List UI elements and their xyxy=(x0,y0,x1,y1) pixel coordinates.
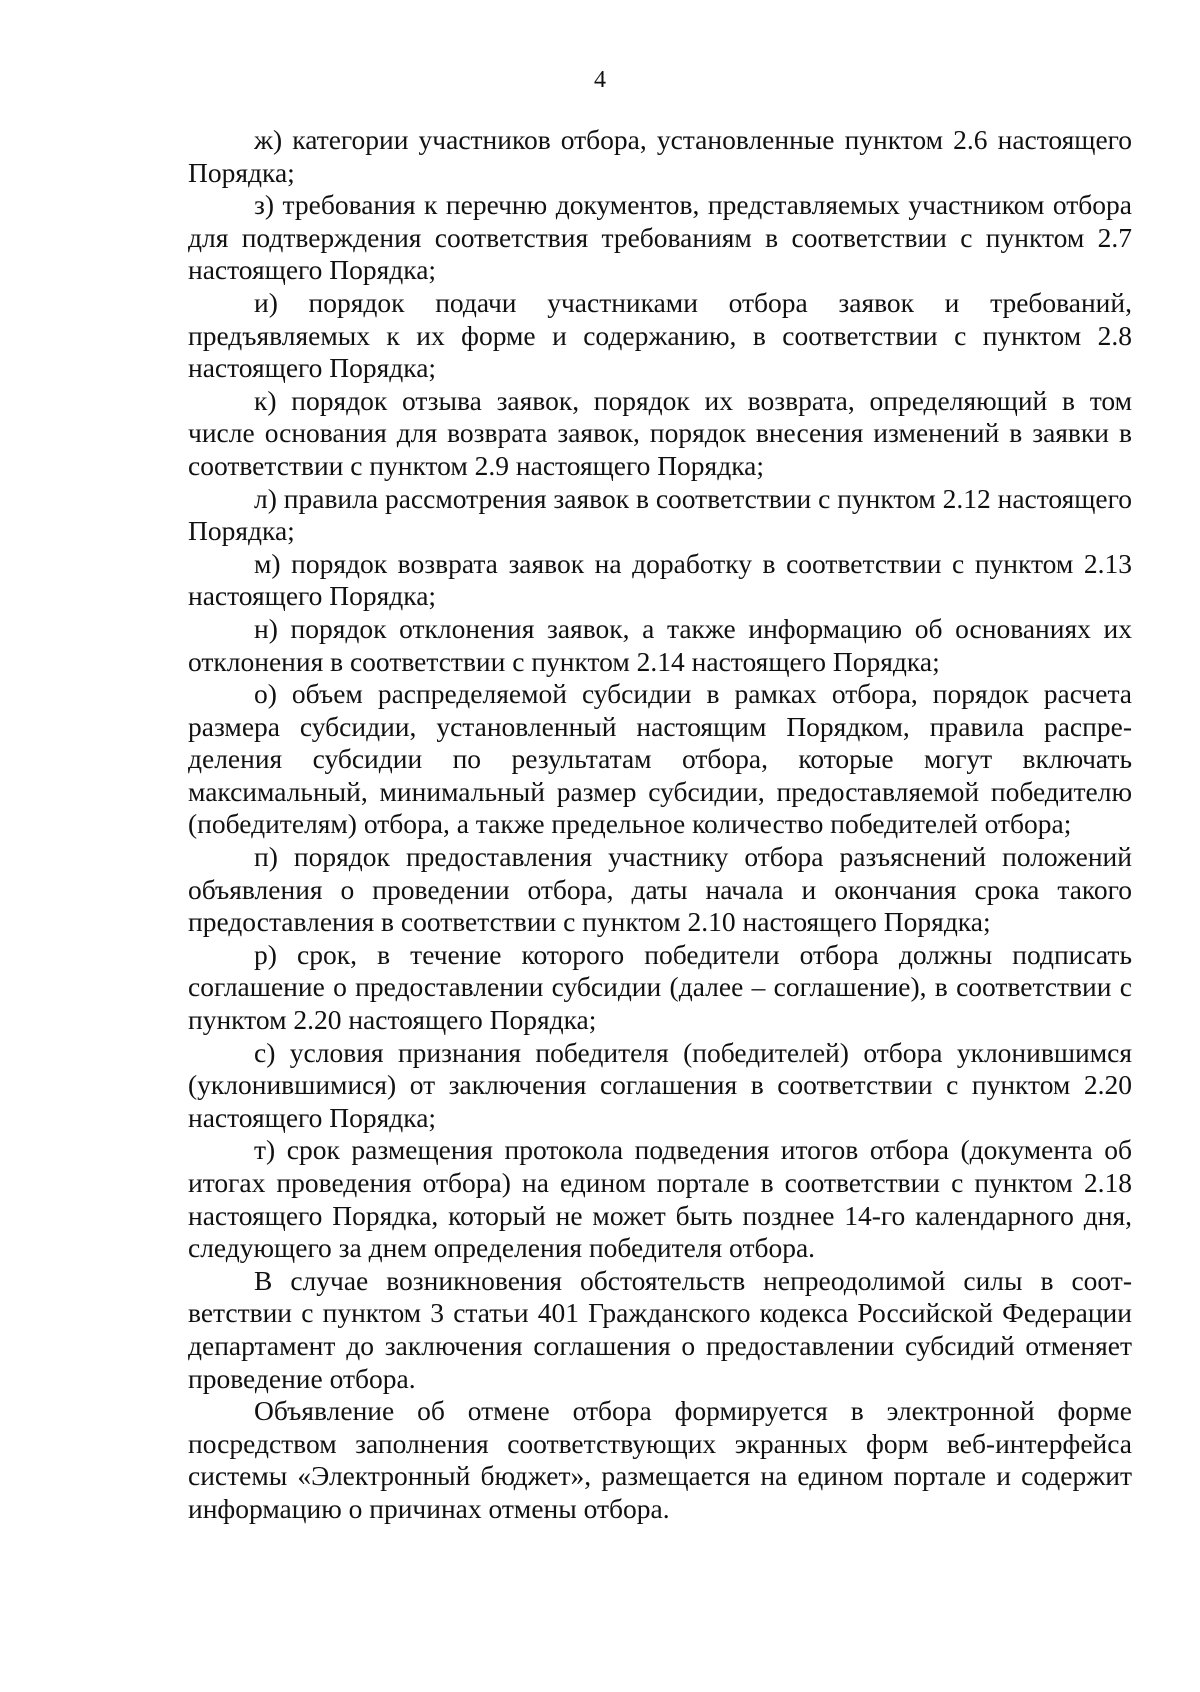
paragraph-k-application-withdrawal: к) порядок отзыва заявок, порядок их возврата, определяющий в том числе основания для возврата заявок, порядок внесения изменений в заявки в соответствии с пунктом 2.9 настоящего Порядка; xyxy=(188,384,1132,481)
paragraph-force-majeure: В случае возникновения обстоятельств непреодолимой силы в соответствии с пунктом 3 статьи 401 Гражданского кодекса Российской Федерации департамент до заключения соглашения о предоставлении субсидий отменяет проведение отбора. xyxy=(188,1264,1132,1394)
paragraph-zh-participant-categories: ж) категории участников отбора, установленные пунктом 2.6 настоящего Порядка; xyxy=(188,124,1132,188)
page-number: 4 xyxy=(594,67,606,93)
paragraph-z-document-requirements: з) требования к перечню документов, представляемых участником отбора для подтверждения соответствия требованиям в соответствии с пунктом 2.7 настоящего Порядка; xyxy=(188,189,1132,286)
paragraph-m-return-for-revision: м) порядок возврата заявок на доработку в соответствии с пунктом 2.13 настоящего Порядка; xyxy=(188,547,1132,612)
document-body xyxy=(188,124,1132,1526)
paragraph-p-clarifications: п) порядок предоставления участнику отбора разъяснений положений объявления о проведении отбора, даты начала и окончания срока такого предоставления в соответствии с пунктом 2.10 настоящего Порядка; xyxy=(188,841,1132,938)
paragraph-n-rejection: н) порядок отклонения заявок, а также информацию об основаниях их отклонения в соответствии с пунктом 2.14 настоящего Порядка; xyxy=(188,612,1132,677)
paragraph-i-application-submission: и) порядок подачи участниками отбора заявок и требований, предъявляемых к их форме и содержанию, в соответствии с пунктом 2.8 настоящего Порядка; xyxy=(188,286,1132,384)
paragraph-s-evasion-conditions: с) условия признания победителя (победителей) отбора уклонившимся (уклонившимися) от заключения соглашения в соответствии с пунктом 2.20 настоящего Порядка; xyxy=(188,1036,1132,1133)
paragraph-o-subsidy-volume: о) объем распределяемой субсидии в рамках отбора, порядок расчета размера субсидии, установленный настоящим Порядком, правила распределения субсидии по результатам отбора, которые могут включать максимальный, минимальный размер субсидии, предоставляемой победителю (победителям) отбора, а также предельное количество победителей отбора; xyxy=(188,678,1132,840)
paragraph-cancellation-notice: Объявление об отмене отбора формируется в электронной форме посредством заполнения соответствующих экранных форм веб-интерфейса системы «Электронный бюджет», размещается на едином портале и содержит информацию о причинах отмены отбора. xyxy=(188,1395,1132,1524)
paragraph-l-review-rules: л) правила рассмотрения заявок в соответствии с пунктом 2.12 настоящего Порядка; xyxy=(188,482,1132,547)
paragraph-t-protocol-publication: т) срок размещения протокола подведения итогов отбора (документа об итогах проведения отбора) на едином портале в соответствии с пунктом 2.18 настоящего Порядка, который не может быть позднее 14-го календарного дня, следующего за днем определения победителя отбора. xyxy=(188,1134,1132,1264)
paragraph-r-agreement-signing: р) срок, в течение которого победители отбора должны подписать соглашение о предоставлении субсидии (далее – соглашение), в соответствии с пунктом 2.20 настоящего Порядка; xyxy=(188,938,1132,1036)
